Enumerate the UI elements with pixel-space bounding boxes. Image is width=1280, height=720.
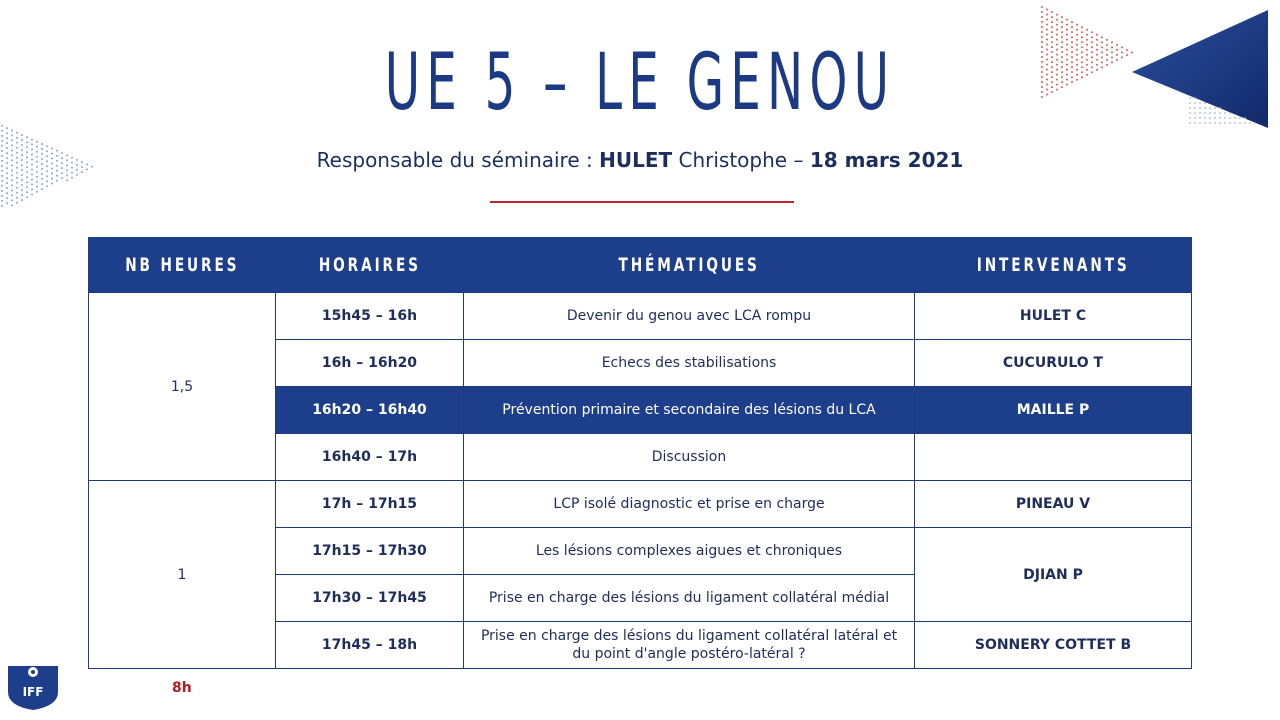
time-cell: 16h40 – 17h xyxy=(276,434,464,481)
header-thematiques: THÉMATIQUES xyxy=(464,238,915,293)
iff-logo xyxy=(2,662,64,712)
header-horaires: HORAIRES xyxy=(276,238,464,293)
logo-text: IFF xyxy=(22,685,44,699)
seminar-subtitle xyxy=(0,146,1280,174)
time-cell: 15h45 – 16h xyxy=(276,293,464,340)
schedule-table xyxy=(88,237,1192,669)
hours-cell: 1 xyxy=(89,481,276,669)
decorative-blue-triangle xyxy=(1130,8,1280,130)
time-cell: 17h45 – 18h xyxy=(276,622,464,669)
hours-cell: 1,5 xyxy=(89,293,276,481)
speaker-cell: DJIAN P xyxy=(915,528,1192,622)
header-nb-heures: NB HEURES xyxy=(89,238,276,293)
theme-cell: LCP isolé diagnostic et prise en charge xyxy=(464,481,915,528)
speaker-cell: PINEAU V xyxy=(915,481,1192,528)
page-title: UE 5 – LE GENOU xyxy=(384,38,896,128)
time-cell: 17h15 – 17h30 xyxy=(276,528,464,575)
table-header-row xyxy=(89,238,1192,293)
time-cell: 16h20 – 16h40 xyxy=(276,387,464,434)
speaker-cell: MAILLE P xyxy=(915,387,1192,434)
time-cell: 17h – 17h15 xyxy=(276,481,464,528)
theme-cell: Les lésions complexes aigues et chroniques xyxy=(464,528,915,575)
table-row xyxy=(89,481,1192,528)
subtitle-date: 18 mars 2021 xyxy=(809,148,964,172)
table-row xyxy=(89,293,1192,340)
theme-cell: Echecs des stabilisations xyxy=(464,340,915,387)
speaker-cell xyxy=(915,434,1192,481)
theme-line-2: du point d'angle postéro-latéral ? xyxy=(572,646,806,662)
theme-cell: Prise en charge des lésions du ligament collatéral médial xyxy=(464,575,915,622)
subtitle-name-bold: HULET xyxy=(599,148,673,172)
speaker-cell: CUCURULO T xyxy=(915,340,1192,387)
header-intervenants: INTERVENANTS xyxy=(915,238,1192,293)
subtitle-name-rest: Christophe – xyxy=(672,148,810,172)
theme-cell: Discussion xyxy=(464,434,915,481)
time-cell: 16h – 16h20 xyxy=(276,340,464,387)
time-cell: 17h30 – 17h45 xyxy=(276,575,464,622)
divider-line xyxy=(490,201,794,203)
speaker-cell: SONNERY COTTET B xyxy=(915,622,1192,669)
theme-line-1: Prise en charge des lésions du ligament collatéral latéral et xyxy=(480,628,898,644)
theme-cell xyxy=(464,622,915,669)
total-hours: 8h xyxy=(172,680,192,696)
theme-cell: Devenir du genou avec LCA rompu xyxy=(464,293,915,340)
decorative-dots-top-right xyxy=(1040,6,1140,106)
theme-cell: Prévention primaire et secondaire des lésions du LCA xyxy=(464,387,915,434)
subtitle-prefix: Responsable du séminaire : xyxy=(316,148,600,172)
speaker-cell: HULET C xyxy=(915,293,1192,340)
